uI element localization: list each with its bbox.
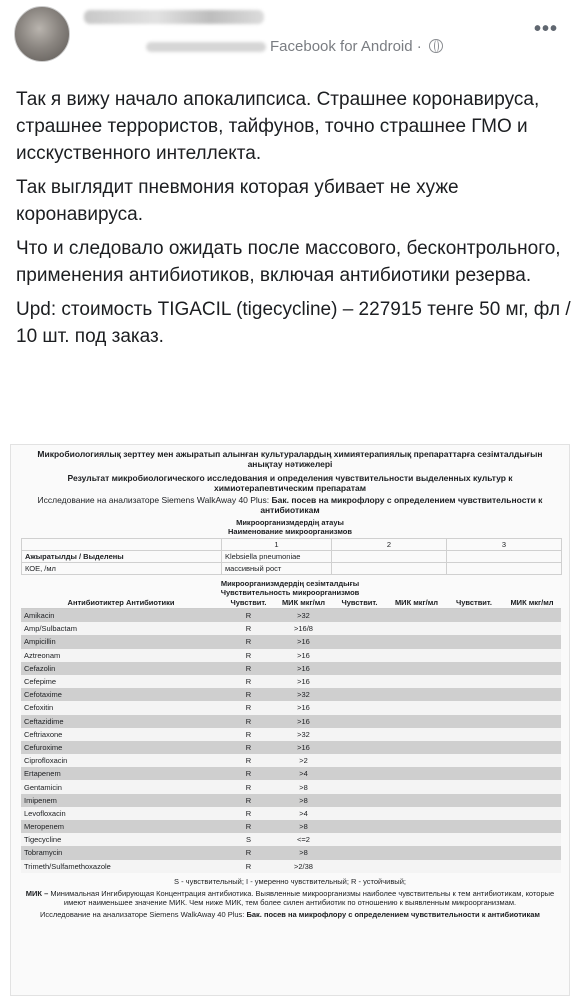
antibiotic-name: Levofloxacin [21,807,221,820]
org-col-2: 2 [332,539,447,551]
mic-value: >16 [276,741,331,754]
empty-cell [445,860,503,873]
empty-cell [445,635,503,648]
empty-cell [445,715,503,728]
mic-value: >16 [276,649,331,662]
empty-cell [331,688,388,701]
empty-cell [503,701,561,714]
sensitivity-value: S [221,833,276,846]
col-mic-2: МИК мкг/мл [388,597,445,609]
empty-cell [388,780,445,793]
sens-kz: Микроорганизмдердің сезімталдығы [220,579,360,588]
mic-value: >8 [276,780,331,793]
sensitivity-value: R [221,728,276,741]
empty-cell [331,846,388,859]
empty-cell [388,622,445,635]
table-row [21,767,561,780]
empty-cell [331,622,388,635]
col-mic-3: МИК мкг/мл [503,597,561,609]
empty-cell [503,609,561,623]
empty-cell [503,622,561,635]
col-mic-1: МИК мкг/мл [276,597,331,609]
antibiotic-name: Ceftazidime [21,715,221,728]
sensitivity-value: R [221,635,276,648]
table-row [21,820,561,833]
analyzer-prefix: Исследование на анализаторе Siemens WalkAway 40 Plus: [37,495,270,505]
empty-cell [388,807,445,820]
sensitivity-value: R [221,794,276,807]
mic-definition [25,889,555,907]
sensitivity-value: R [221,807,276,820]
col-antibiotic: Антибиотиктер Антибиотики [21,597,221,609]
mic-value: >16 [276,662,331,675]
antibiotic-name: Ampicillin [21,635,221,648]
empty-cell [331,794,388,807]
empty-cell [503,807,561,820]
organism-table [21,538,562,575]
mic-value: >8 [276,794,331,807]
empty-cell [445,846,503,859]
table-row [21,860,561,873]
mic-value: <=2 [276,833,331,846]
empty-cell [445,754,503,767]
empty-cell [388,860,445,873]
table-row [21,662,561,675]
empty-cell [503,662,561,675]
empty-cell [388,754,445,767]
empty-cell [331,833,388,846]
sensitivity-value: R [221,688,276,701]
antibiotic-name: Ertapenem [21,767,221,780]
koe-value: массивный рост [222,563,332,575]
empty-cell [445,780,503,793]
empty-cell [445,675,503,688]
empty-cell [388,767,445,780]
analyzer-footer-bold: Бак. посев на микрофлору с определением чувствительности к антибиотикам [246,909,540,919]
report-title-ru: Результат микробиологического исследования и определения чувствительности выделенных культур к химиотерапевтическим препаратам [67,473,513,493]
post-header [0,0,586,78]
analyzer-footer [25,910,555,919]
empty-cell [331,675,388,688]
empty-cell [388,820,445,833]
isolated-value: Klebsiella pneumoniae [222,551,332,563]
empty-cell [388,635,445,648]
antibiotic-name: Gentamicin [21,780,221,793]
sensitivity-value: R [221,860,276,873]
empty-cell [388,794,445,807]
antibiotic-name: Aztreonam [21,649,221,662]
sensitivity-value: R [221,609,276,623]
table-row [21,846,561,859]
post-text [16,86,578,357]
table-row [21,688,561,701]
antibiotic-name: Imipenem [21,794,221,807]
empty-cell [445,794,503,807]
antibiotic-name: Cefoxitin [21,701,221,714]
sensitivity-value: R [221,701,276,714]
table-row [21,754,561,767]
antibiotic-name: Cefuroxime [21,741,221,754]
table-row [21,649,561,662]
table-row [21,701,561,714]
post-paragraph: Так я вижу начало апокалипсиса. Страшнее коронавируса, страшнее террористов, тайфунов, точно страшнее ГМО и исскуственного интеллекта. [16,89,540,164]
sensitivity-value: R [221,767,276,780]
sensitivity-value: R [221,675,276,688]
mic-value: >32 [276,728,331,741]
empty-cell [445,820,503,833]
empty-cell [388,715,445,728]
sensitivity-value: R [221,754,276,767]
avatar[interactable] [14,6,70,62]
empty-cell [388,662,445,675]
empty-cell [331,820,388,833]
empty-cell [331,780,388,793]
analyzer-footer-prefix: Исследование на анализаторе Siemens WalkAway 40 Plus: [40,909,245,919]
antibiotic-name: Trimeth/Sulfamethoxazole [21,860,221,873]
empty-cell [388,741,445,754]
post-paragraph: Что и следовало ожидать после массового, бесконтрольного, применения антибиотиков, включая антибиотики резерва. [16,238,561,286]
antibiotic-name: Amikacin [21,609,221,623]
empty-cell [503,767,561,780]
sensitivity-value: R [221,649,276,662]
col-sens-2: Чувствит. [331,597,388,609]
empty-cell [445,807,503,820]
empty-cell [503,860,561,873]
col-sens-3: Чувствит. [445,597,503,609]
mic-value: >32 [276,609,331,623]
sensitivity-value: R [221,820,276,833]
empty-cell [331,701,388,714]
empty-cell [331,860,388,873]
empty-cell [503,635,561,648]
sensitivity-value: R [221,741,276,754]
empty-cell [388,728,445,741]
isolated-label: Ажыратылды / Выделены [22,551,222,563]
empty-cell [388,609,445,623]
mic-value: >16/8 [276,622,331,635]
lab-report-image[interactable] [10,444,570,996]
empty-cell [503,675,561,688]
sensitivity-value: R [221,715,276,728]
empty-cell [388,649,445,662]
post-source: Facebook for Android [270,38,413,55]
empty-cell [503,780,561,793]
empty-cell [388,833,445,846]
empty-cell [445,701,503,714]
antibiotic-name: Cefepime [21,675,221,688]
col-sens-1: Чувствит. [221,597,276,609]
antibiotic-name: Tigecycline [21,833,221,846]
empty-cell [503,846,561,859]
empty-cell [331,635,388,648]
table-row [21,622,561,635]
antibiotic-name: Amp/Sulbactam [21,622,221,635]
table-row [21,635,561,648]
empty-cell [503,715,561,728]
table-row [21,807,561,820]
mic-value: >4 [276,767,331,780]
table-row [21,741,561,754]
antibiotic-rows [21,609,561,873]
empty-cell [445,688,503,701]
globe-icon[interactable] [429,39,443,53]
mic-value: >2/38 [276,860,331,873]
antibiotic-name: Ceftriaxone [21,728,221,741]
mic-value: >16 [276,675,331,688]
empty-cell [445,662,503,675]
empty-cell [503,649,561,662]
mic-value: >4 [276,807,331,820]
post-meta [146,38,443,55]
empty-cell [503,794,561,807]
post-paragraph: Так выглядит пневмония которая убивает не хуже коронавируса. [16,177,459,225]
empty-cell [331,728,388,741]
sensitivity-value: R [221,662,276,675]
empty-cell [503,820,561,833]
empty-cell [331,767,388,780]
org-name-kz: Микроорганизмдердің атауы [236,518,344,527]
empty-cell [331,807,388,820]
sensitivity-value: R [221,780,276,793]
table-row [21,715,561,728]
empty-cell [445,622,503,635]
empty-cell [503,754,561,767]
empty-cell [503,833,561,846]
antibiotic-name: Meropenem [21,820,221,833]
table-row [21,675,561,688]
table-row [21,794,561,807]
mic-value: >16 [276,635,331,648]
empty-cell [388,846,445,859]
mic-value: >32 [276,688,331,701]
koe-label: КОЕ, /мл [22,563,222,575]
mic-value: >16 [276,701,331,714]
empty-cell [331,715,388,728]
empty-cell [331,609,388,623]
analyzer-line [19,495,561,515]
analyzer-bold: Бак. посев на микрофлору с определением чувствительности к антибиотикам [260,495,543,515]
antibiotic-name: Ciprofloxacin [21,754,221,767]
empty-cell [388,688,445,701]
empty-cell [503,688,561,701]
empty-cell [445,649,503,662]
sensitivity-value: R [221,846,276,859]
meta-separator: · [412,38,426,55]
mic-def-text: Минимальная Ингибирующая Концентрация антибиотика. Выявленные микроорганизмы наиболее чувствительны к тем антибиотикам, которые имеют наименьшее значение МИК. Чем ниже МИК, тем более силен антибиотик по отношению к выявленным микроорганизмам. [50,888,555,907]
empty-cell [445,609,503,623]
report-title-kz: Микробиологиялық зерттеу мен ажыратып алынған культуралардың химиятерапиялық препараттарға сезімталдығын анықтау нәтижелері [37,449,543,469]
empty-cell [388,701,445,714]
empty-cell [388,675,445,688]
org-name-ru: Наименование микроорганизмов [228,527,352,536]
mic-value: >2 [276,754,331,767]
empty-cell [445,833,503,846]
table-row [21,728,561,741]
empty-cell [331,649,388,662]
sensitivity-value: R [221,622,276,635]
table-row [21,780,561,793]
mic-value: >8 [276,846,331,859]
antibiotic-name: Cefazolin [21,662,221,675]
table-row [21,609,561,623]
empty-cell [503,741,561,754]
legend: S - чувствительный; I - умеренно чувствительный; R - устойчивый; [174,876,406,886]
empty-cell [503,728,561,741]
empty-cell [445,767,503,780]
timestamp-blurred[interactable] [146,42,266,52]
mic-value: >8 [276,820,331,833]
mic-def-bold: МИК – [25,888,49,898]
empty-cell [445,741,503,754]
more-dots-icon[interactable]: ••• [534,18,559,40]
antibiotic-table [21,597,561,873]
empty-cell [331,662,388,675]
org-col-1: 1 [222,539,332,551]
table-row [21,833,561,846]
post-paragraph: Upd: стоимость TIGACIL (tigecycline) – 227915 тенге 50 мг, фл / 10 шт. под заказ. [16,299,571,347]
org-col-3: 3 [447,539,562,551]
empty-cell [331,741,388,754]
mic-value: >16 [276,715,331,728]
antibiotic-name: Cefotaxime [21,688,221,701]
antibiotic-name: Tobramycin [21,846,221,859]
author-name-blurred[interactable] [84,10,264,24]
sens-ru: Чувствительность микроорганизмов [220,588,360,597]
empty-cell [331,754,388,767]
empty-cell [445,728,503,741]
